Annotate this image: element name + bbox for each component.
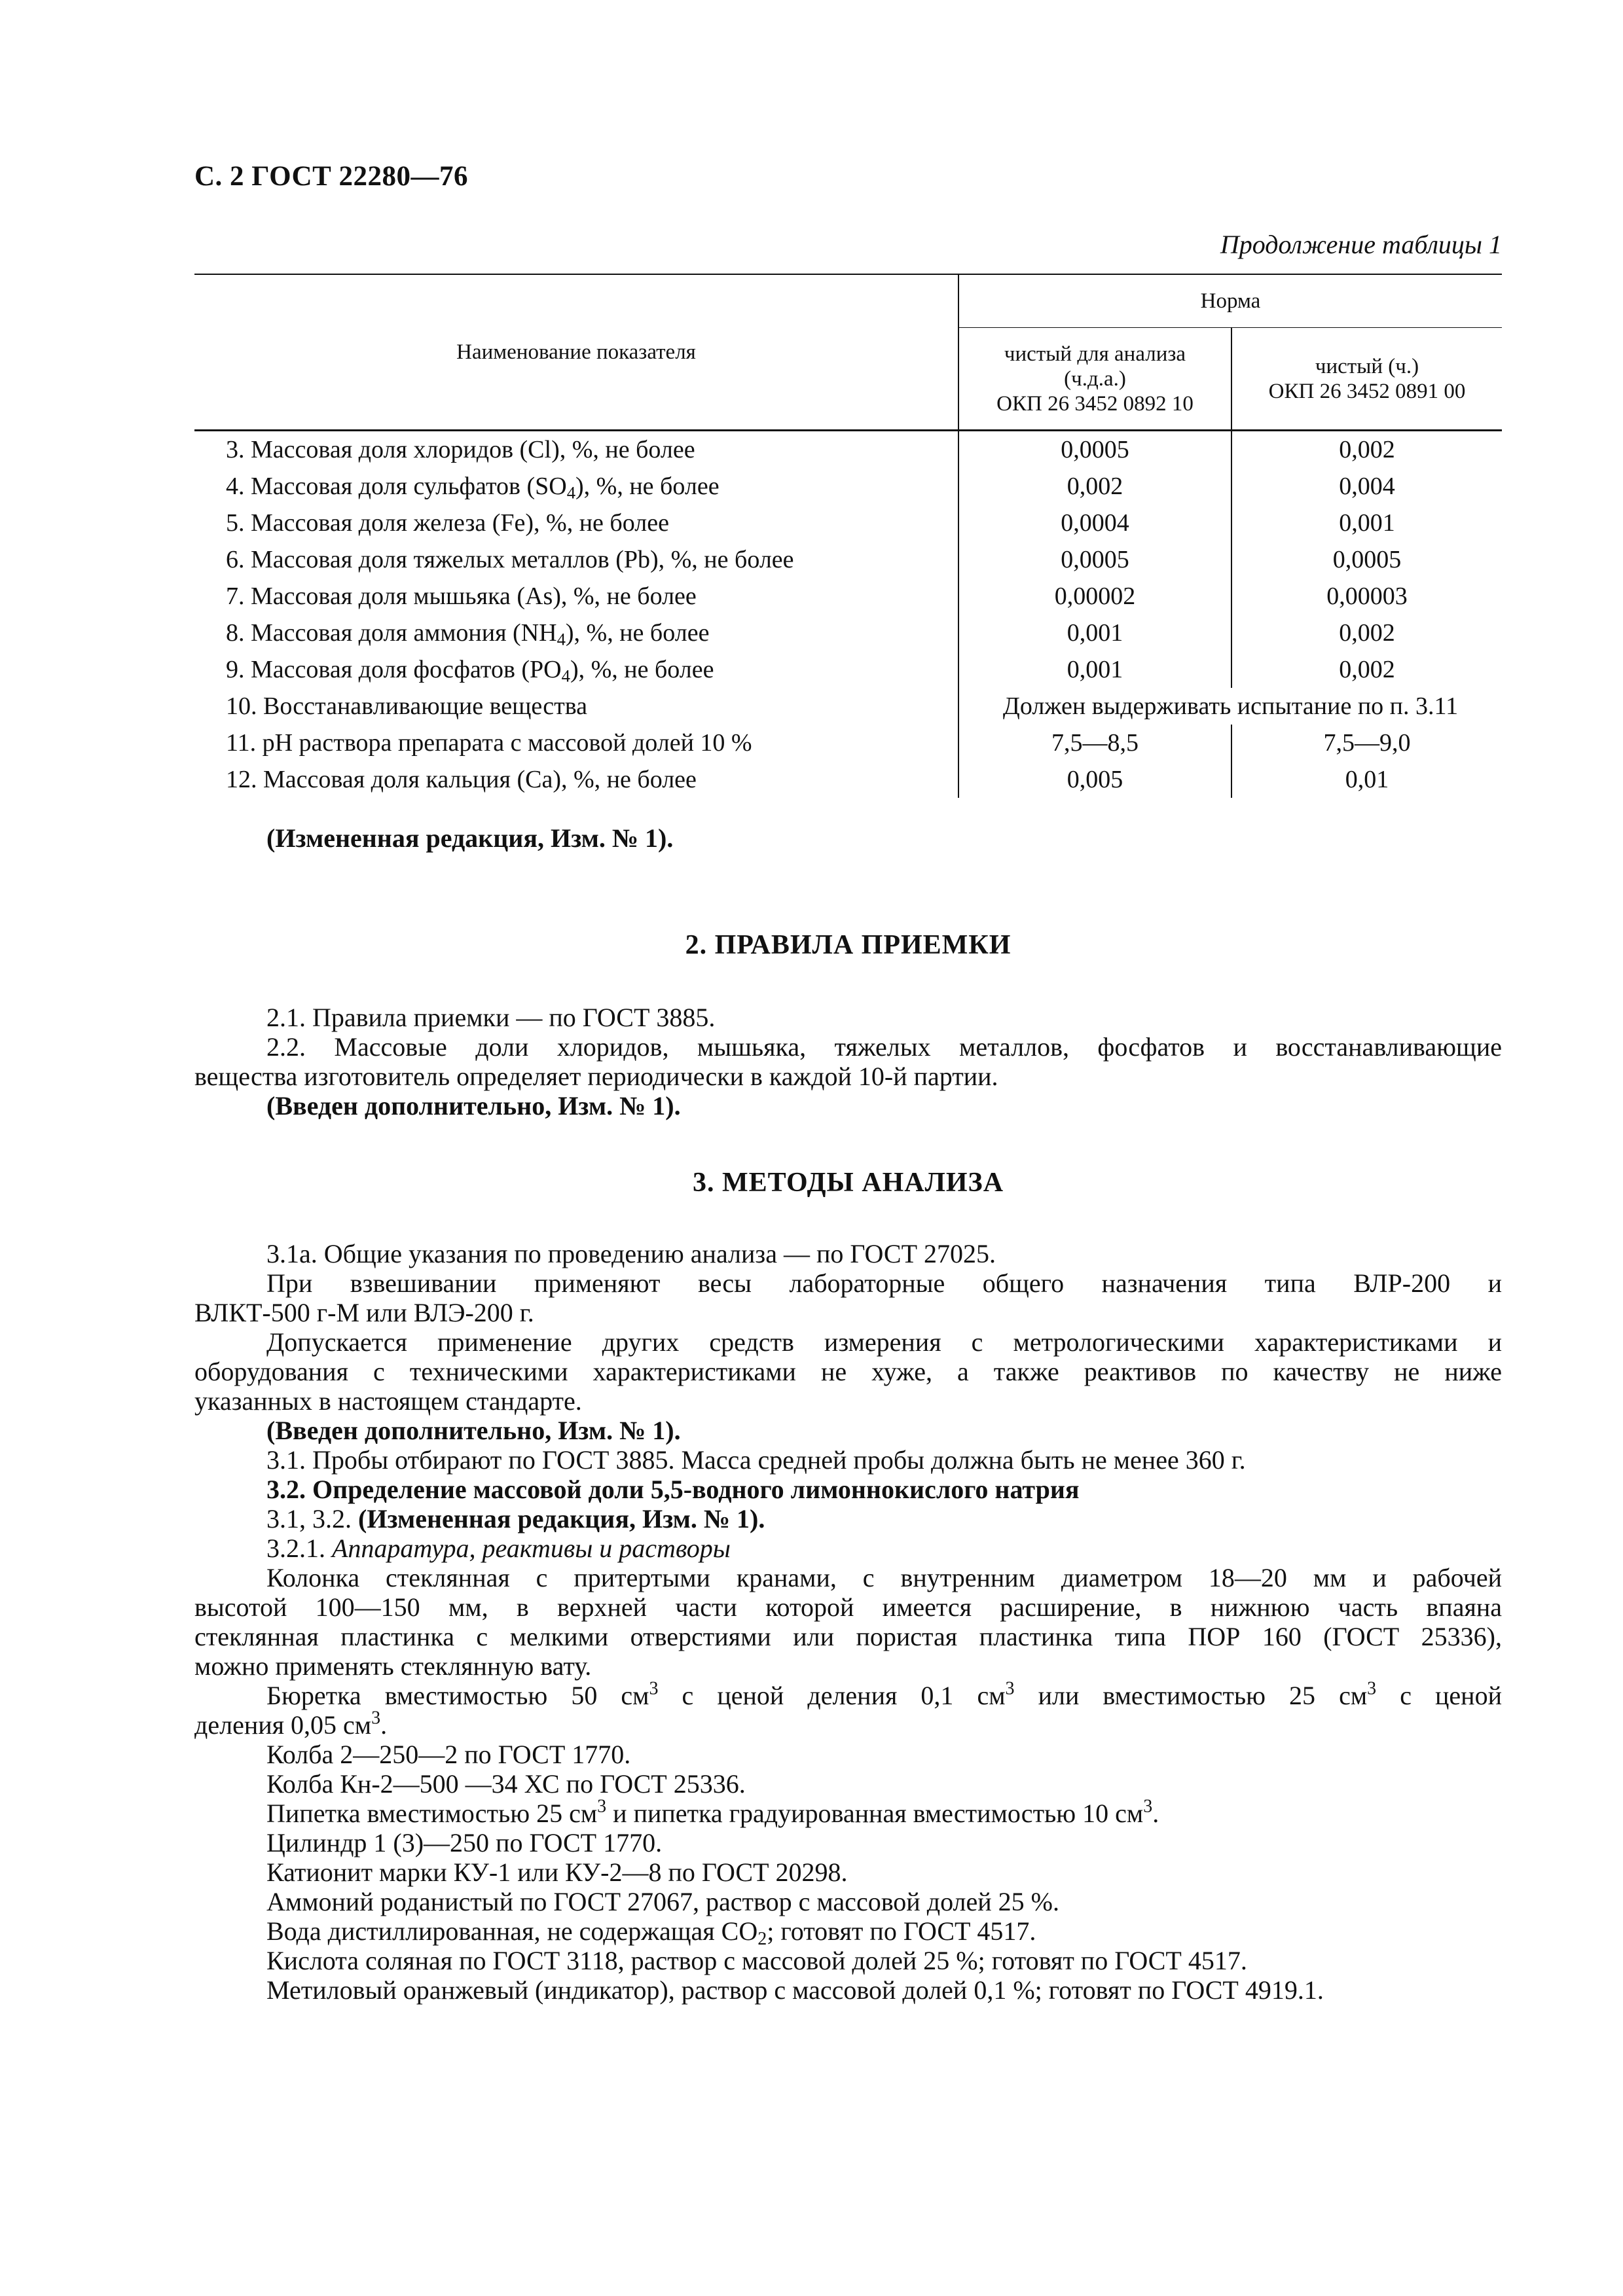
indicator-name: 7. Массовая доля мышьяка (As), %, не более [226, 583, 697, 610]
table-row [194, 505, 1502, 541]
table-row [194, 431, 1502, 469]
burette-line1: Бюретка вместимостью 50 $см^3$ с ценой деления 0,1 $см^3$ или вместимостью 25 $см^3$ с ценой [266, 1678, 1502, 1710]
amendment-note: (Введен дополнительно, Изм. № 1). [266, 1091, 681, 1121]
scales-line1: При взвешивании применяют весы лабораторные общего назначения типа ВЛР-200 и [266, 1268, 1502, 1298]
indicator-name: 9. Массовая доля фосфатов $(PO_4)$, %, не более [226, 656, 714, 686]
table-row [194, 541, 1502, 578]
equipment-item: Колба 2—250—2 по ГОСТ 1770. [266, 1740, 631, 1769]
amendment-3-1-3-2: 3.1, 3.2. (Измененная редакция, Изм. № 1). [266, 1504, 765, 1534]
norm-value-analytical: 0,0005 [958, 541, 1231, 578]
column-line1: Колонка стеклянная с притертыми кранами, с внутренним диаметром 18—20 мм и рабочей [266, 1563, 1502, 1592]
norm-value-analytical: 0,002 [958, 468, 1231, 505]
equipment-item: Пипетка вместимостью 25 $см^3$ и пипетка градуированная вместимостью 10 $см^3$. [266, 1796, 1159, 1828]
norm-value-pure: 0,002 [1231, 431, 1502, 469]
clause-2-2-line1: 2.2. Массовые доли хлоридов, мышьяка, тяжелых металлов, фосфатов и восстанавливающие [266, 1032, 1502, 1062]
norm-value-pure: 0,0005 [1231, 541, 1502, 578]
table-row [194, 761, 1502, 798]
table-row [194, 468, 1502, 505]
clause-3-1a: 3.1а. Общие указания по проведению анализа — по ГОСТ 27025. [266, 1239, 996, 1268]
scales-line2: ВЛКТ-500 г-М или ВЛЭ-200 г. [194, 1298, 534, 1327]
norm-value-combined: Должен выдерживать испытание по п. 3.11 [958, 688, 1502, 725]
clause-2-1: 2.1. Правила приемки — по ГОСТ 3885. [266, 1003, 716, 1032]
amendment-note: (Введен дополнительно, Изм. № 1). [266, 1416, 681, 1445]
indicator-name: 8. Массовая доля аммония $(NH_4)$, %, не более [226, 619, 710, 649]
indicator-name: 12. Массовая доля кальция (Ca), %, не более [226, 766, 697, 793]
indicator-name: 5. Массовая доля железа (Fe), %, не более [226, 509, 669, 537]
norm-value-analytical: 7,5—8,5 [958, 725, 1231, 761]
allowance-line1: Допускается применение других средств измерения с метрологическими характеристиками и [266, 1327, 1502, 1357]
header-norm: Норма [1200, 289, 1261, 313]
norm-value-pure: 0,002 [1231, 651, 1502, 688]
norm-value-analytical: 0,0004 [958, 505, 1231, 541]
allowance-line2: оборудования с техническими характеристиками не хуже, а также реактивов по качеству не ниже [194, 1357, 1502, 1386]
equipment-item: Кислота соляная по ГОСТ 3118, раствор с массовой долей 25 %; готовят по ГОСТ 4517. [266, 1946, 1247, 1975]
indicator-name: 4. Массовая доля сульфатов $(SO_4)$, %, не более [226, 473, 720, 503]
clause-3-2-1-heading: 3.2.1. Аппаратура, реактивы и растворы [266, 1534, 731, 1563]
table-row [194, 578, 1502, 615]
clause-2-2-line2: вещества изготовитель определяет периодически в каждой 10-й партии. [194, 1062, 998, 1091]
header-grade-analytical: чистый для анализа (ч.д.а.) ОКП 26 3452 0892 10 [958, 328, 1231, 431]
table-body [194, 431, 1502, 798]
header-grade-pure: чистый (ч.) ОКП 26 3452 0891 00 [1231, 328, 1502, 431]
column-line3: стеклянная пластинка с мелкими отверстиями или пористая пластинка типа ПОР 160 (ГОСТ 25336), [194, 1622, 1502, 1651]
norm-value-pure: 0,002 [1231, 615, 1502, 651]
norm-value-pure: 0,00003 [1231, 578, 1502, 615]
table-row [194, 615, 1502, 651]
column-line4: можно применять стеклянную вату. [194, 1651, 592, 1681]
indicator-name: 11. pH раствора препарата с массовой долей 10 % [226, 729, 752, 757]
header-name: Наименование показателя [456, 340, 696, 364]
norm-table [194, 274, 1502, 798]
norm-value-analytical: 0,00002 [958, 578, 1231, 615]
indicator-name: 10. Восстанавливающие вещества [226, 692, 588, 720]
clause-3-2-heading: 3.2. Определение массовой доли 5,5-водного лимоннокислого натрия [266, 1475, 1080, 1504]
norm-value-pure: 0,001 [1231, 505, 1502, 541]
equipment-item: Аммоний роданистый по ГОСТ 27067, раствор с массовой долей 25 %. [266, 1887, 1059, 1916]
norm-value-analytical: 0,001 [958, 651, 1231, 688]
norm-value-pure: 7,5—9,0 [1231, 725, 1502, 761]
equipment-item: Цилиндр 1 (3)—250 по ГОСТ 1770. [266, 1828, 663, 1857]
section-title-methods: 3. МЕТОДЫ АНАЛИЗА [692, 1168, 1004, 1198]
indicator-name: 3. Массовая доля хлоридов (Cl), %, не более [226, 436, 695, 463]
norm-value-pure: 0,004 [1231, 468, 1502, 505]
table-row [194, 725, 1502, 761]
amendment-note: (Измененная редакция, Изм. № 1). [266, 823, 674, 853]
indicator-name: 6. Массовая доля тяжелых металлов (Pb), %, не более [226, 546, 794, 573]
burette-line2: деления 0,05 $см^3$. [194, 1708, 388, 1740]
norm-value-pure: 0,01 [1231, 761, 1502, 798]
allowance-line3: указанных в настоящем стандарте. [194, 1386, 582, 1416]
running-header: С. 2 ГОСТ 22280—76 [194, 161, 469, 192]
table-row [194, 651, 1502, 688]
clause-3-1: 3.1. Пробы отбирают по ГОСТ 3885. Масса средней пробы должна быть не менее 360 г. [266, 1445, 1246, 1475]
section-title-acceptance: 2. ПРАВИЛА ПРИЕМКИ [685, 930, 1012, 960]
header-norm-cell [958, 274, 1502, 328]
norm-value-analytical: 0,001 [958, 615, 1231, 651]
norm-value-analytical: 0,005 [958, 761, 1231, 798]
norm-value-analytical: 0,0005 [958, 431, 1231, 469]
column-line2: высотой 100—150 мм, в верхней части которой имеется расширение, в нижнюю часть впаяна [194, 1592, 1502, 1622]
document-page [194, 0, 1502, 2296]
equipment-item: Катионит марки КУ-1 или КУ-2—8 по ГОСТ 20298. [266, 1857, 848, 1887]
header-name-cell [194, 274, 958, 431]
equipment-item: Вода дистиллированная, не содержащая $CO_2$; готовят по ГОСТ 4517. [266, 1916, 1036, 1949]
table-caption: Продолжение таблицы 1 [1220, 230, 1502, 259]
equipment-item: Колба Кн-2—500 —34 ХС по ГОСТ 25336. [266, 1769, 746, 1799]
table-row [194, 688, 1502, 725]
equipment-item: Метиловый оранжевый (индикатор), раствор с массовой долей 0,1 %; готовят по ГОСТ 4919.1. [266, 1975, 1324, 2005]
